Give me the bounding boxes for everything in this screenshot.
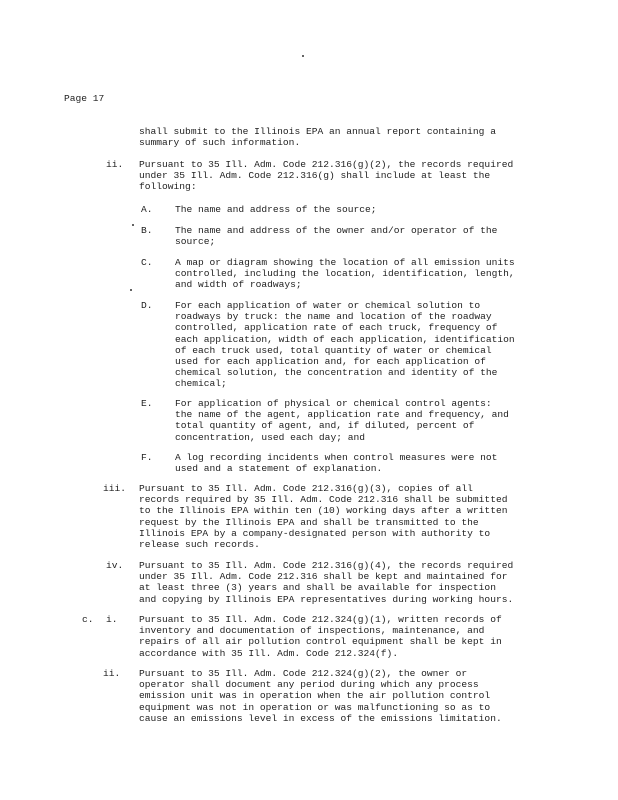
sub-d-paragraph (175, 300, 575, 390)
text-line: request by the Illinois EPA and shall be transmitted to the (139, 516, 479, 528)
sub-f-marker: F. (141, 452, 153, 463)
text-line: Illinois EPA by a company-designated person with authority to (139, 527, 491, 539)
text-line: roadways by truck: the name and location of the roadway (175, 311, 492, 323)
text-line: at least three (3) years and shall be available for inspection (139, 582, 496, 594)
text-line: emission unit was in operation when the air pollution control (139, 690, 491, 702)
text-line: For application of physical or chemical control agents: (175, 398, 492, 409)
text-line: total quantity of agent, and, if diluted, percent of (175, 420, 475, 432)
text-line: concentration, used each day; and (175, 431, 365, 443)
text-line: Pursuant to 35 Ill. Adm. Code 212.316(g)(4), the records required (139, 560, 514, 571)
item-iii-marker: iii. (103, 483, 127, 494)
sub-a-marker: A. (141, 204, 153, 215)
sub-b-marker: B. (141, 225, 153, 236)
text-line: A log recording incidents when control measures were not (175, 452, 498, 463)
text-line: accordance with 35 Ill. Adm. Code 212.324(f). (139, 647, 399, 659)
text-line: Pursuant to 35 Ill. Adm. Code 212.324(g)(1), written records of (139, 614, 502, 625)
text-line: release such records. (139, 539, 260, 551)
text-line: repairs of all air pollution control equipment shall be kept in (139, 636, 502, 648)
text-line: the name of the agent, application rate and frequency, and (175, 409, 509, 421)
text-line: used for each application and, for each application of (175, 356, 486, 368)
text-line: of each truck used, total quantity of water or chemical (175, 344, 492, 356)
text-line: The name and address of the source; (175, 204, 377, 215)
sub-c-marker: C. (141, 257, 153, 268)
text-line: under 35 Ill. Adm. Code 212.316(g) shall include at least the (139, 170, 491, 182)
text-line: controlled, application rate of each truck, frequency of (175, 322, 498, 334)
page-number: Page 17 (64, 93, 105, 104)
item-c-ii-marker: ii. (103, 668, 121, 679)
text-line: operator shall document any period during which any process (139, 679, 479, 691)
sub-a-paragraph (175, 204, 575, 215)
sub-d-marker: D. (141, 300, 153, 311)
sub-e-paragraph (175, 398, 575, 443)
text-line: and width of roadways; (175, 279, 302, 291)
text-line: controlled, including the location, identification, length, (175, 268, 515, 280)
scan-speck (132, 224, 134, 226)
text-line: The name and address of the owner and/or operator of the (175, 225, 498, 236)
text-line: and copying by Illinois EPA representatives during working hours. (139, 593, 514, 605)
text-line: shall submit to the Illinois EPA an annual report containing a (139, 126, 496, 137)
item-iv-marker: iv. (106, 560, 124, 571)
text-line: source; (175, 236, 216, 248)
text-line: equipment was not in operation or was malfunctioning so as to (139, 701, 491, 713)
item-c-i-paragraph (139, 614, 539, 659)
sub-f-paragraph (175, 452, 575, 474)
sub-e-marker: E. (141, 398, 153, 409)
item-c-i-marker: i. (106, 614, 118, 625)
item-ii-paragraph (139, 159, 539, 193)
text-line: Pursuant to 35 Ill. Adm. Code 212.324(g)(2), the owner or (139, 668, 468, 679)
text-line: inventory and documentation of inspections, maintenance, and (139, 625, 485, 637)
intro-paragraph (139, 126, 539, 148)
text-line: used and a statement of explanation. (175, 463, 383, 475)
text-line: under 35 Ill. Adm. Code 212.316 shall be kept and maintained for (139, 571, 508, 583)
text-line: chemical solution, the concentration and identity of the (175, 367, 498, 379)
text-line: to the Illinois EPA within ten (10) working days after a written (139, 505, 508, 517)
scan-speck (130, 289, 132, 291)
item-ii-marker: ii. (106, 159, 124, 170)
item-iii-paragraph (139, 483, 539, 550)
sub-c-paragraph (175, 257, 575, 291)
text-line: following: (139, 181, 197, 193)
text-line: chemical; (175, 378, 227, 390)
text-line: For each application of water or chemical solution to (175, 300, 481, 311)
text-line: records required by 35 Ill. Adm. Code 212.316 shall be submitted (139, 494, 508, 506)
text-line: cause an emissions level in excess of the emissions limitation. (139, 712, 502, 724)
item-iv-paragraph (139, 560, 539, 605)
text-line: Pursuant to 35 Ill. Adm. Code 212.316(g)(2), the records required (139, 159, 514, 170)
sub-b-paragraph (175, 225, 575, 247)
text-line: summary of such information. (139, 137, 301, 149)
item-c-ii-paragraph (139, 668, 539, 724)
text-line: A map or diagram showing the location of all emission units (175, 257, 515, 268)
section-c-marker: c. (82, 614, 94, 625)
text-line: each application, width of each application, identification (175, 333, 515, 345)
scan-speck (302, 55, 304, 57)
text-line: Pursuant to 35 Ill. Adm. Code 212.316(g)(3), copies of all (139, 483, 473, 494)
